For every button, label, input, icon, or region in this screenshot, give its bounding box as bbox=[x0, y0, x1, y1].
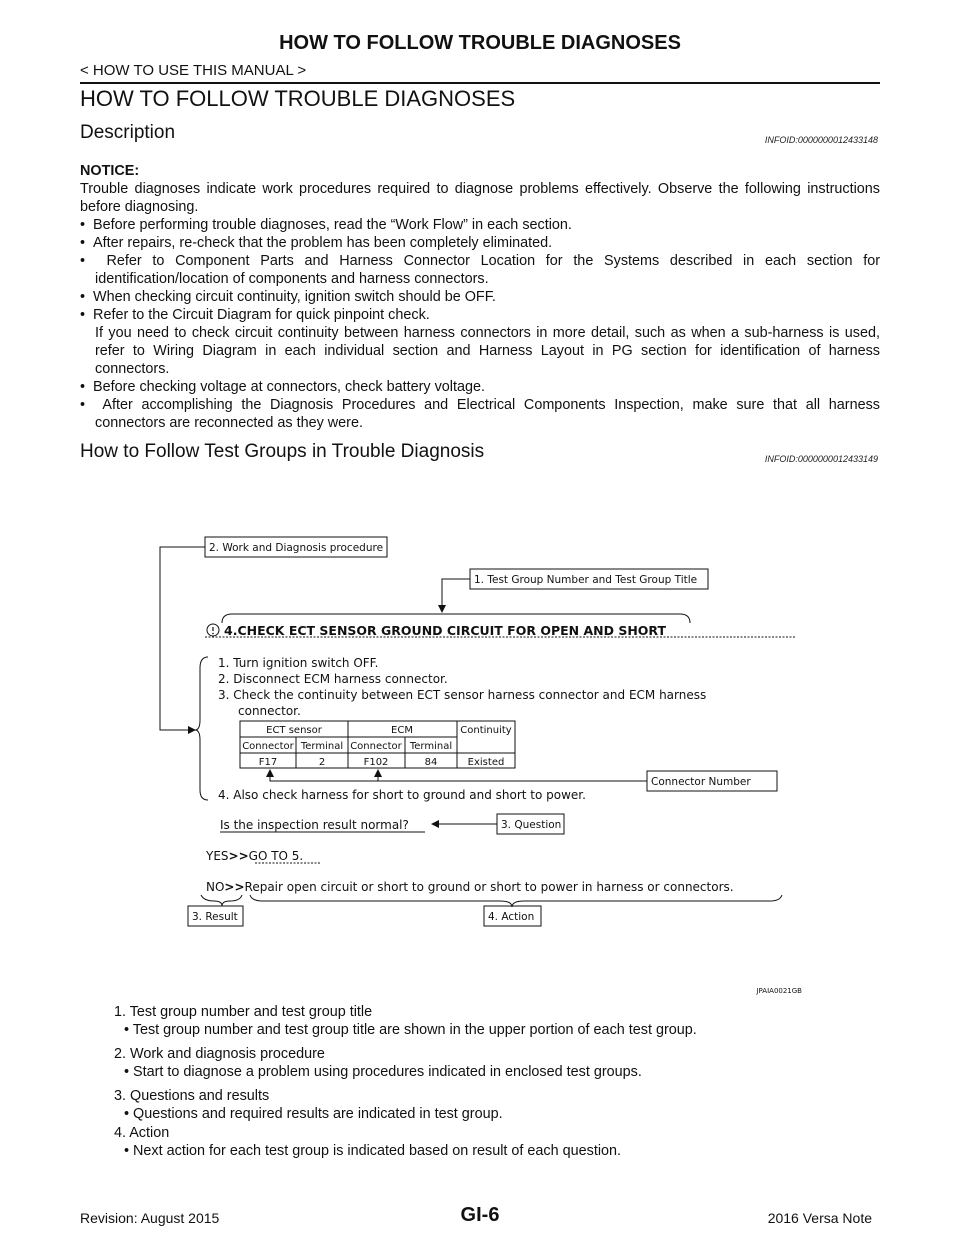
list-item-detail: • Questions and required results are indicated in test group. bbox=[124, 1106, 503, 1122]
connector-arrow-1 bbox=[270, 770, 647, 781]
label-question: 3. Question bbox=[501, 819, 562, 831]
notice-bullet: • Before checking voltage at connectors, check battery voltage. bbox=[80, 379, 486, 395]
footer-model: 2016 Versa Note bbox=[767, 1210, 872, 1226]
table-header: ECT sensor bbox=[266, 725, 322, 736]
notice-bullet: • After accomplishing the Diagnosis Procedures and Electrical Components Inspection, make sure that all harness connectors are reconnected as they were. bbox=[80, 397, 880, 431]
notice-label: NOTICE: bbox=[80, 163, 140, 179]
result-brace bbox=[201, 895, 242, 906]
table-header: ECM bbox=[391, 725, 413, 736]
step-item: 2. Disconnect ECM harness connector. bbox=[218, 672, 448, 686]
list-item: 1. Test group number and test group title bbox=[114, 1004, 373, 1020]
description-title: Description bbox=[80, 122, 176, 143]
description-infoid: INFOID:0000000012433148 bbox=[764, 135, 878, 145]
check-circle-icon bbox=[207, 624, 219, 636]
work-connector-line bbox=[160, 547, 205, 730]
table-cell: F102 bbox=[363, 757, 389, 768]
figure-id: JPAIA0021GB bbox=[756, 987, 802, 995]
page-header-title: HOW TO FOLLOW TROUBLE DIAGNOSES bbox=[279, 32, 681, 54]
table-header: Continuity bbox=[460, 725, 512, 736]
list-item-detail: • Test group number and test group title are shown in the upper portion of each test group. bbox=[124, 1022, 697, 1038]
label-work: 2. Work and Diagnosis procedure bbox=[209, 542, 384, 554]
footer-revision: Revision: August 2015 bbox=[80, 1210, 220, 1226]
step-item: 1. Turn ignition switch OFF. bbox=[218, 656, 379, 670]
test-groups-infoid: INFOID:0000000012433149 bbox=[764, 454, 878, 464]
step-item: connector. bbox=[238, 704, 301, 718]
list-item: 4. Action bbox=[114, 1125, 170, 1141]
notice-bullet: • After repairs, re-check that the problem has been completely eliminated. bbox=[80, 235, 553, 251]
test-group-heading: 4.CHECK ECT SENSOR GROUND CIRCUIT FOR OPEN AND SHORT bbox=[224, 623, 667, 638]
test-groups-title: How to Follow Test Groups in Trouble Diagnosis bbox=[80, 441, 485, 462]
question-text: Is the inspection result normal? bbox=[220, 818, 409, 832]
step-item: 3. Check the continuity between ECT sensor harness connector and ECM harness bbox=[218, 688, 707, 702]
list-item: 3. Questions and results bbox=[114, 1088, 270, 1104]
table-header: Connector bbox=[350, 741, 402, 752]
list-item-detail: • Start to diagnose a problem using procedures indicated in enclosed test groups. bbox=[124, 1064, 642, 1080]
notice-bullet: • Before performing trouble diagnoses, read the “Work Flow” in each section. bbox=[80, 217, 572, 233]
breadcrumb: < HOW TO USE THIS MANUAL > bbox=[80, 62, 307, 79]
steps-bracket bbox=[195, 657, 208, 800]
table-cell: F17 bbox=[258, 757, 278, 768]
label-action: 4. Action bbox=[488, 911, 535, 923]
section-title: HOW TO FOLLOW TROUBLE DIAGNOSES bbox=[80, 86, 516, 111]
step-item: 4. Also check harness for short to ground and short to power. bbox=[218, 788, 586, 802]
notice-bullet: • When checking circuit continuity, ignition switch should be OFF. bbox=[80, 289, 496, 305]
testgroup-connector-line bbox=[442, 579, 470, 612]
label-result: 3. Result bbox=[192, 911, 238, 923]
table-cell: Existed bbox=[467, 757, 505, 768]
notice-intro: Trouble diagnoses indicate work procedures required to diagnose problems effectively. Observe the following instructions before diagnosing. bbox=[80, 181, 880, 215]
page-number: GI-6 bbox=[460, 1204, 500, 1226]
no-line: NO>>Repair open circuit or short to ground or short to power in harness or connectors. bbox=[206, 880, 734, 894]
notice-bullet: • Refer to the Circuit Diagram for quick pinpoint check. bbox=[80, 307, 430, 323]
table-header: Terminal bbox=[409, 741, 453, 752]
label-connector: Connector Number bbox=[651, 776, 751, 788]
action-brace bbox=[250, 895, 782, 907]
list-item: 2. Work and diagnosis procedure bbox=[114, 1046, 325, 1062]
table-header: Connector bbox=[242, 741, 294, 752]
label-testgroup: 1. Test Group Number and Test Group Title bbox=[474, 574, 698, 586]
list-item-detail: • Next action for each test group is indicated based on result of each question. bbox=[124, 1143, 622, 1159]
table-cell: 2 bbox=[318, 757, 326, 768]
heading-brace bbox=[222, 614, 690, 623]
table-cell: 84 bbox=[424, 757, 438, 768]
notice-bullet-continuation: If you need to check circuit continuity between harness connectors in more detail, such as when a sub-harness is used, refer to Wiring Diagram in each individual section and Harness Layout in PG section for identification of harness connectors. bbox=[95, 325, 880, 377]
yes-line: YES>>GO TO 5. bbox=[206, 849, 304, 863]
notice-bullet: • Refer to Component Parts and Harness Connector Location for the Systems described in each section for identification/location of components and harness connectors. bbox=[80, 253, 880, 287]
table-header: Terminal bbox=[300, 741, 344, 752]
